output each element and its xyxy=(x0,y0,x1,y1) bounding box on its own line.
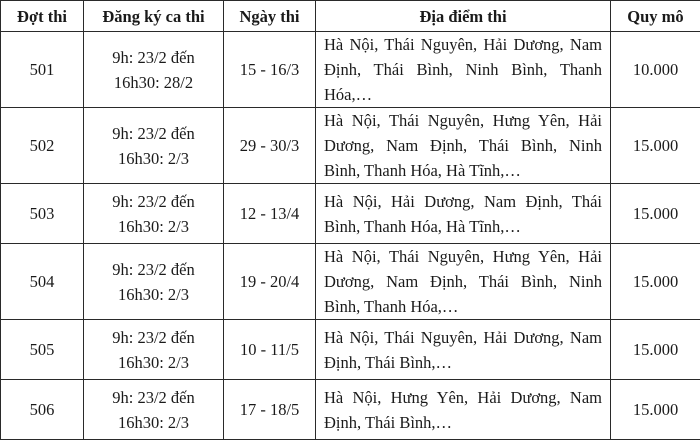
cell-ngay-thi: 17 - 18/5 xyxy=(224,380,316,440)
cell-ngay-thi: 29 - 30/3 xyxy=(224,108,316,184)
dang-ky-start: 9h: 23/2 đến xyxy=(88,325,219,350)
table-row xyxy=(1,184,700,244)
cell-ngay-thi: 15 - 16/3 xyxy=(224,32,316,108)
cell-quy-mo: 15.000 xyxy=(611,380,700,440)
dang-ky-start: 9h: 23/2 đến xyxy=(88,385,219,410)
cell-dang-ky xyxy=(84,108,224,184)
cell-quy-mo: 15.000 xyxy=(611,184,700,244)
cell-quy-mo: 15.000 xyxy=(611,108,700,184)
header-dang-ky: Đăng ký ca thi xyxy=(84,1,224,32)
cell-dot-thi: 505 xyxy=(1,320,84,380)
cell-dot-thi: 503 xyxy=(1,184,84,244)
cell-quy-mo: 15.000 xyxy=(611,244,700,320)
cell-dang-ky xyxy=(84,184,224,244)
dang-ky-end: 16h30: 2/3 xyxy=(88,146,219,171)
table-header-row xyxy=(1,1,700,32)
cell-dia-diem: Hà Nội, Hải Dương, Nam Định, Thái Bình, Thanh Hóa, Hà Tĩnh,… xyxy=(316,184,611,244)
dang-ky-end: 16h30: 28/2 xyxy=(88,70,219,95)
dang-ky-end: 16h30: 2/3 xyxy=(88,410,219,435)
header-dia-diem: Địa điểm thi xyxy=(316,1,611,32)
cell-dang-ky xyxy=(84,380,224,440)
table-row xyxy=(1,32,700,108)
cell-dang-ky xyxy=(84,32,224,108)
dang-ky-start: 9h: 23/2 đến xyxy=(88,121,219,146)
dang-ky-end: 16h30: 2/3 xyxy=(88,350,219,375)
cell-dot-thi: 506 xyxy=(1,380,84,440)
header-ngay-thi: Ngày thi xyxy=(224,1,316,32)
cell-dang-ky xyxy=(84,320,224,380)
cell-quy-mo: 10.000 xyxy=(611,32,700,108)
table-row xyxy=(1,380,700,440)
table-row xyxy=(1,320,700,380)
cell-dang-ky xyxy=(84,244,224,320)
cell-dia-diem: Hà Nội, Hưng Yên, Hải Dương, Nam Định, Thái Bình,… xyxy=(316,380,611,440)
dang-ky-start: 9h: 23/2 đến xyxy=(88,189,219,214)
dang-ky-start: 9h: 23/2 đến xyxy=(88,45,219,70)
dang-ky-end: 16h30: 2/3 xyxy=(88,282,219,307)
cell-ngay-thi: 19 - 20/4 xyxy=(224,244,316,320)
table-row xyxy=(1,108,700,184)
cell-ngay-thi: 10 - 11/5 xyxy=(224,320,316,380)
cell-dia-diem: Hà Nội, Thái Nguyên, Hưng Yên, Hải Dương, Nam Định, Thái Bình, Ninh Bình, Thanh Hóa, Hà Tĩnh,… xyxy=(316,108,611,184)
cell-ngay-thi: 12 - 13/4 xyxy=(224,184,316,244)
cell-dot-thi: 501 xyxy=(1,32,84,108)
cell-dia-diem: Hà Nội, Thái Nguyên, Hải Dương, Nam Định, Thái Bình,… xyxy=(316,320,611,380)
header-dot-thi: Đợt thi xyxy=(1,1,84,32)
dang-ky-end: 16h30: 2/3 xyxy=(88,214,219,239)
header-quy-mo: Quy mô xyxy=(611,1,700,32)
cell-quy-mo: 15.000 xyxy=(611,320,700,380)
dang-ky-start: 9h: 23/2 đến xyxy=(88,257,219,282)
cell-dia-diem: Hà Nội, Thái Nguyên, Hải Dương, Nam Định, Thái Bình, Ninh Bình, Thanh Hóa,… xyxy=(316,32,611,108)
cell-dia-diem: Hà Nội, Thái Nguyên, Hưng Yên, Hải Dương, Nam Định, Thái Bình, Ninh Bình, Thanh Hóa,… xyxy=(316,244,611,320)
cell-dot-thi: 504 xyxy=(1,244,84,320)
cell-dot-thi: 502 xyxy=(1,108,84,184)
table-row xyxy=(1,244,700,320)
